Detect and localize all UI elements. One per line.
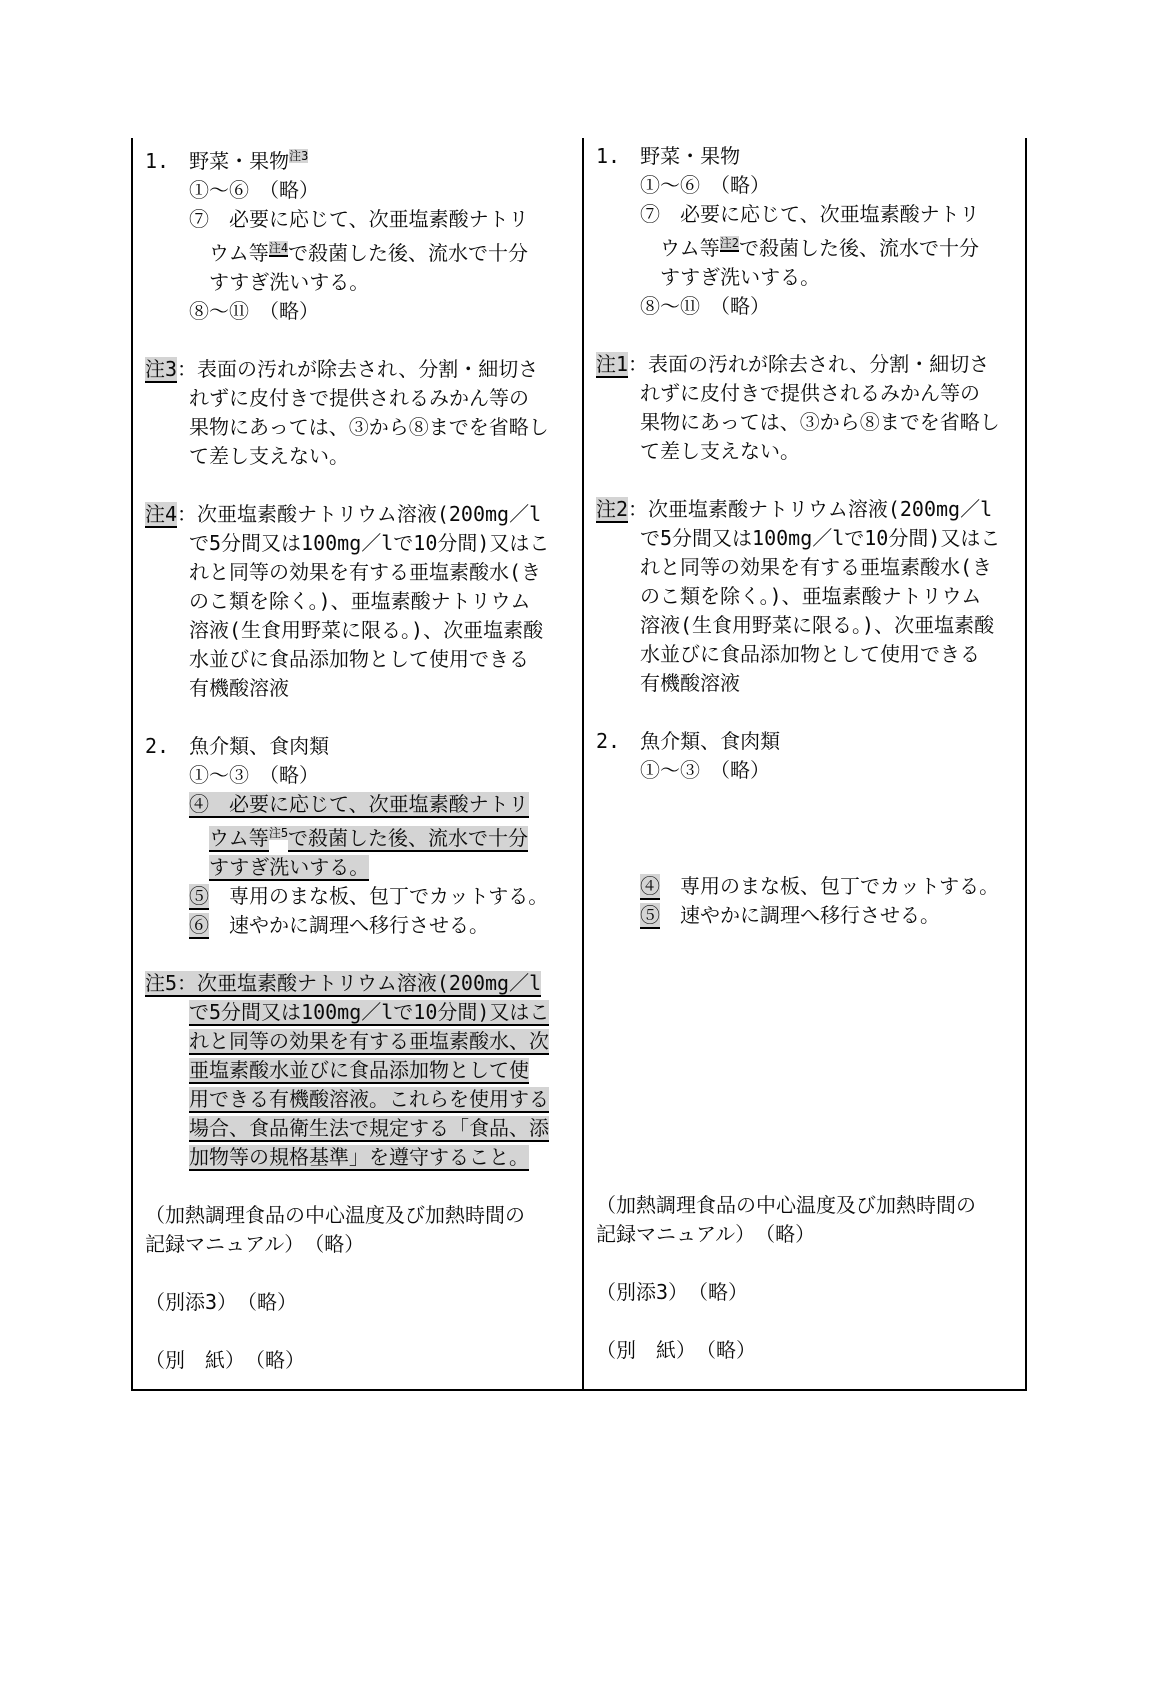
- text-segment: ：次亜塩素酸ナトリウム溶液(200mg／l: [177, 502, 542, 526]
- text-line: [596, 1336, 1023, 1365]
- comparison-table-right-cell: [584, 138, 1025, 1389]
- text-segment: ウム等: [209, 826, 269, 850]
- blank-line: [596, 1133, 1023, 1162]
- text-segment: すすぎ洗いする。: [659, 265, 821, 289]
- text-segment: ①〜⑥ （略）: [189, 178, 319, 202]
- text-segment: （別 紙） （略）: [145, 1348, 305, 1372]
- blank-line: [596, 1249, 1023, 1278]
- text-line: [145, 790, 580, 819]
- text-segment: で5分間又は100mg／lで10分間)又はこ: [189, 531, 550, 555]
- text-line: [145, 1114, 580, 1143]
- text-segment: 溶液(生食用野菜に限る。)、次亜塩素酸: [639, 613, 995, 637]
- text-segment: 有機酸溶液: [189, 676, 289, 700]
- text-segment: （加熱調理食品の中心温度及び加熱時間の: [145, 1203, 525, 1227]
- text-line: [145, 969, 580, 998]
- text-segment: 注1: [595, 352, 629, 376]
- text-segment: 果物にあっては、③から⑧までを省略し: [639, 410, 1000, 434]
- text-line: [596, 171, 1023, 200]
- blank-line: [145, 326, 580, 355]
- text-segment: れずに皮付きで提供されるみかん等の: [639, 381, 980, 405]
- text-segment: 記録マニュアル） （略）: [145, 1232, 365, 1256]
- text-line: [596, 263, 1023, 292]
- text-line: [596, 142, 1023, 171]
- text-segment: れと同等の効果を有する亜塩素酸水、次: [189, 1029, 549, 1053]
- comparison-table: [131, 138, 1027, 1391]
- text-line: [145, 142, 580, 176]
- text-segment: て差し支えない。: [189, 444, 349, 468]
- text-segment: 水並びに食品添加物として使用できる: [189, 647, 529, 671]
- text-line: [145, 558, 580, 587]
- text-segment: （加熱調理食品の中心温度及び加熱時間の: [595, 1193, 976, 1217]
- text-line: [596, 582, 1023, 611]
- comparison-table-left-cell: [133, 138, 584, 1389]
- blank-line: [145, 1259, 580, 1288]
- text-line: [596, 727, 1023, 756]
- note-ref: 注5: [268, 826, 289, 840]
- blank-line: [596, 698, 1023, 727]
- note-ref: 注2: [719, 236, 740, 250]
- blank-line: [596, 1075, 1023, 1104]
- text-segment: ウム等: [209, 241, 269, 265]
- blank-line: [596, 1162, 1023, 1191]
- blank-line: [596, 1104, 1023, 1133]
- text-segment: 注4: [145, 502, 178, 526]
- text-segment: て差し支えない。: [639, 439, 800, 463]
- text-line: [145, 1056, 580, 1085]
- text-line: [145, 853, 580, 882]
- blank-line: [596, 466, 1023, 495]
- text-segment: 注5：次亜塩素酸ナトリウム溶液(200mg／l: [145, 971, 542, 995]
- blank-line: [596, 1017, 1023, 1046]
- text-line: [145, 674, 580, 703]
- text-line: [145, 234, 580, 268]
- blank-line: [145, 1172, 580, 1201]
- text-segment: ①〜③ （略）: [189, 763, 319, 787]
- text-segment: のこ類を除く。)、亜塩素酸ナトリウム: [189, 589, 531, 613]
- text-line: [145, 205, 580, 234]
- text-segment: で殺菌した後、流水で十分: [288, 826, 529, 850]
- text-segment: ④ 必要に応じて、次亜塩素酸ナトリ: [189, 792, 529, 816]
- text-segment: （別添3） （略）: [595, 1280, 749, 1304]
- text-segment: で殺菌した後、流水で十分: [739, 236, 980, 260]
- text-line: [596, 350, 1023, 379]
- text-line: [145, 1346, 580, 1375]
- text-segment: で5分間又は100mg／lで10分間)又はこ: [639, 526, 1001, 550]
- blank-line: [596, 814, 1023, 843]
- text-segment: ⑧〜⑪ （略）: [639, 294, 770, 318]
- text-line: [596, 1191, 1023, 1220]
- blank-line: [596, 1307, 1023, 1336]
- text-line: [596, 640, 1023, 669]
- text-line: [596, 229, 1023, 263]
- blank-line: [596, 843, 1023, 872]
- text-line: [145, 761, 580, 790]
- text-line: [145, 500, 580, 529]
- text-segment: 速やかに調理へ移行させる。: [659, 903, 940, 927]
- blank-line: [596, 1046, 1023, 1075]
- blank-line: [145, 1317, 580, 1346]
- text-segment: ：表面の汚れが除去され、分割・細切さ: [177, 357, 539, 381]
- text-segment: （別 紙） （略）: [595, 1338, 756, 1362]
- text-segment: ⑦ 必要に応じて、次亜塩素酸ナトリ: [639, 202, 980, 226]
- text-line: [596, 437, 1023, 466]
- text-segment: 用できる有機酸溶液。これらを使用する: [189, 1087, 549, 1111]
- text-segment: 有機酸溶液: [639, 671, 740, 695]
- blank-line: [596, 959, 1023, 988]
- text-line: [145, 1027, 580, 1056]
- text-line: [145, 1143, 580, 1172]
- text-segment: すすぎ洗いする。: [209, 855, 370, 879]
- text-line: [145, 413, 580, 442]
- text-segment: ：表面の汚れが除去され、分割・細切さ: [628, 352, 990, 376]
- text-segment: 注2: [595, 497, 629, 521]
- text-line: [145, 819, 580, 853]
- text-segment: ⑦ 必要に応じて、次亜塩素酸ナトリ: [189, 207, 529, 231]
- blank-line: [596, 930, 1023, 959]
- text-line: [145, 998, 580, 1027]
- blank-line: [596, 988, 1023, 1017]
- text-segment: （別添3） （略）: [145, 1290, 298, 1314]
- text-line: [596, 1278, 1023, 1307]
- text-segment: で殺菌した後、流水で十分: [288, 241, 529, 265]
- text-segment: 場合、食品衛生法で規定する「食品、添: [189, 1116, 549, 1140]
- text-segment: 専用のまな板、包丁でカットする。: [209, 884, 549, 908]
- text-line: [145, 732, 580, 761]
- text-segment: 注3: [145, 357, 178, 381]
- text-line: [596, 611, 1023, 640]
- text-segment: ①〜⑥ （略）: [639, 173, 770, 197]
- text-segment: ⑤: [639, 903, 660, 927]
- text-line: [145, 1230, 580, 1259]
- text-segment: 2. 魚介類、食肉類: [145, 734, 330, 758]
- blank-line: [596, 321, 1023, 350]
- text-segment: 速やかに調理へ移行させる。: [209, 913, 489, 937]
- text-segment: れと同等の効果を有する亜塩素酸水(き: [639, 555, 993, 579]
- text-segment: ①〜③ （略）: [639, 758, 770, 782]
- text-line: [145, 355, 580, 384]
- text-line: [145, 882, 580, 911]
- text-line: [596, 495, 1023, 524]
- blank-line: [145, 703, 580, 732]
- blank-line: [145, 940, 580, 969]
- text-segment: 果物にあっては、③から⑧までを省略し: [189, 415, 549, 439]
- text-segment: 亜塩素酸水並びに食品添加物として使: [189, 1058, 529, 1082]
- text-segment: れずに皮付きで提供されるみかん等の: [189, 386, 529, 410]
- text-segment: 溶液(生食用野菜に限る。)、次亜塩素酸: [189, 618, 544, 642]
- text-segment: すすぎ洗いする。: [209, 270, 370, 294]
- text-line: [596, 553, 1023, 582]
- text-line: [145, 645, 580, 674]
- text-line: [145, 529, 580, 558]
- text-line: [145, 1288, 580, 1317]
- text-segment: ④: [639, 874, 660, 898]
- text-segment: で5分間又は100mg／lで10分間)又はこ: [189, 1000, 550, 1024]
- text-line: [145, 1201, 580, 1230]
- text-line: [145, 616, 580, 645]
- text-line: [596, 1220, 1023, 1249]
- text-segment: 専用のまな板、包丁でカットする。: [659, 874, 1000, 898]
- text-line: [145, 384, 580, 413]
- text-line: [145, 1085, 580, 1114]
- text-segment: ウム等: [659, 236, 720, 260]
- text-line: [145, 587, 580, 616]
- text-line: [596, 292, 1023, 321]
- text-segment: ⑧〜⑪ （略）: [189, 299, 319, 323]
- text-segment: 記録マニュアル） （略）: [595, 1222, 816, 1246]
- text-line: [596, 756, 1023, 785]
- text-segment: 加物等の規格基準」を遵守すること。: [189, 1145, 529, 1169]
- text-segment: 2. 魚介類、食肉類: [595, 729, 781, 753]
- text-segment: 水並びに食品添加物として使用できる: [639, 642, 980, 666]
- text-line: [145, 176, 580, 205]
- text-line: [145, 911, 580, 940]
- text-line: [596, 669, 1023, 698]
- text-segment: ⑥: [189, 913, 209, 937]
- text-segment: ⑤: [189, 884, 209, 908]
- text-line: [145, 268, 580, 297]
- text-line: [596, 872, 1023, 901]
- text-segment: ：次亜塩素酸ナトリウム溶液(200mg／l: [628, 497, 993, 521]
- text-line: [596, 379, 1023, 408]
- text-segment: 1. 野菜・果物: [595, 144, 741, 168]
- text-segment: のこ類を除く。)、亜塩素酸ナトリウム: [639, 584, 982, 608]
- text-line: [145, 297, 580, 326]
- text-segment: れと同等の効果を有する亜塩素酸水(き: [189, 560, 542, 584]
- text-line: [596, 901, 1023, 930]
- text-line: [145, 442, 580, 471]
- blank-line: [145, 471, 580, 500]
- text-line: [596, 408, 1023, 437]
- text-line: [596, 200, 1023, 229]
- text-segment: 1. 野菜・果物: [145, 149, 290, 173]
- blank-line: [596, 785, 1023, 814]
- note-ref: 注4: [268, 241, 289, 255]
- text-line: [596, 524, 1023, 553]
- note-ref: 注3: [289, 149, 309, 163]
